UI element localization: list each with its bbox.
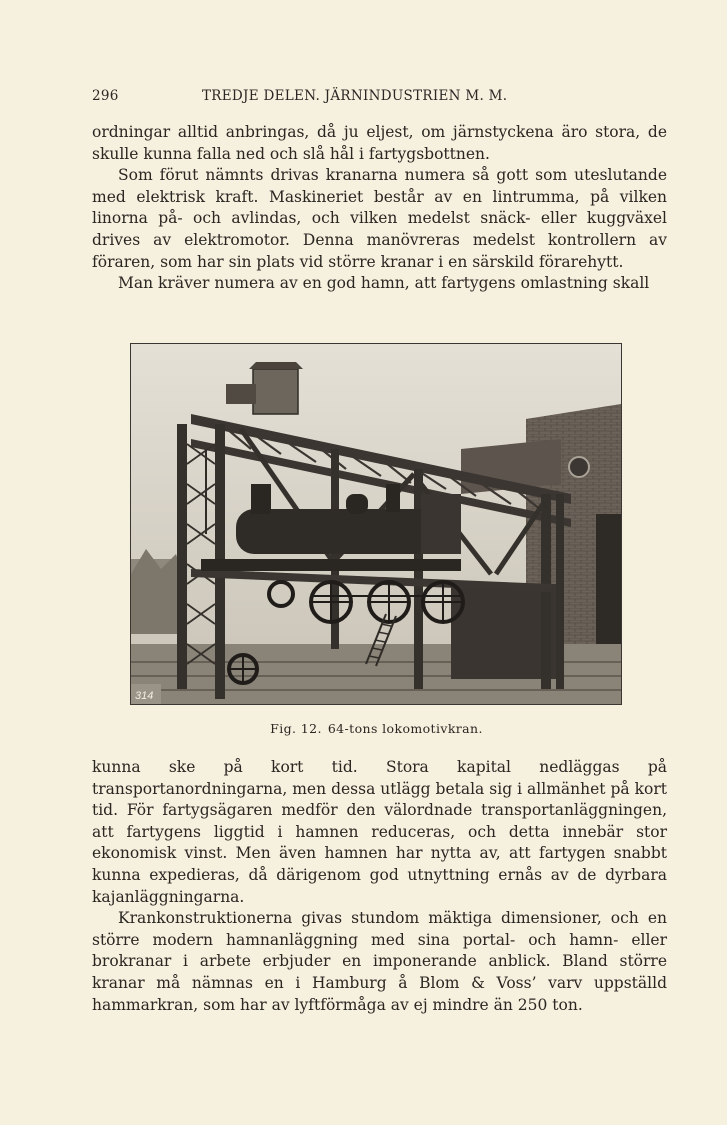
figure-label: Fig. 12. — [270, 721, 322, 736]
text-block-top — [92, 122, 667, 295]
page-number: 296 — [92, 88, 119, 104]
figure-caption — [92, 721, 667, 736]
crane-photo-illustration — [131, 344, 621, 704]
figure-photo-locomotive-crane — [130, 343, 622, 705]
paragraph: Som förut nämnts drivas kranarna numera så gott som uteslutande med elektrisk kraft. Maskineriet består av en lintrumma, på vilken linorna på- och avlindas, och vilken medelst snäck- eller kuggväxel drives av elektromotor. Denna manövreras medelst kontrollern av föraren, som har sin plats vid större kranar i en särskild förarehytt. — [92, 166, 667, 271]
figure-caption-text: 64-tons lokomotivkran. — [327, 721, 483, 736]
paragraph: Krankonstruktionerna givas stundom mäktiga dimensioner, och en större modern hamnanläggning med sina portal- och hamn- eller brokranar i arbete erbjuder en imponerande anblick. Bland större kranar må nämnas en i Hamburg å Blom & Voss’ varv uppställd hammarkran, som har av lyftförmåga av ej mindre än 250 ton. — [92, 909, 667, 1014]
running-title: TREDJE DELEN. JÄRNINDUSTRIEN M. M. — [202, 88, 508, 104]
paragraph: kunna ske på kort tid. Stora kapital nedläggas på transportanordningarna, men dessa utlägg betala sig i allmänhet på kort tid. För fartygsägaren medför den välordnade transportanläggningen, att fartygens liggtid i hamnen reduceras, och detta innebär stor ekonomisk vinst. Men även hamnen har nytta av, att fartygen snabbt kunna expedieras, då därigenom god utnyttning ernås av de dyrbara kajanläggningarna. — [92, 758, 667, 906]
paragraph: Man kräver numera av en god hamn, att fartygens omlastning skall — [118, 274, 650, 293]
plate-number: 314 — [135, 690, 154, 702]
text-block-bottom — [92, 757, 667, 1016]
paragraph: ordningar alltid anbringas, då ju eljest, om järnstyckena äro stora, de skulle kunna falla ned och slå hål i fartygsbottnen. — [92, 123, 667, 163]
